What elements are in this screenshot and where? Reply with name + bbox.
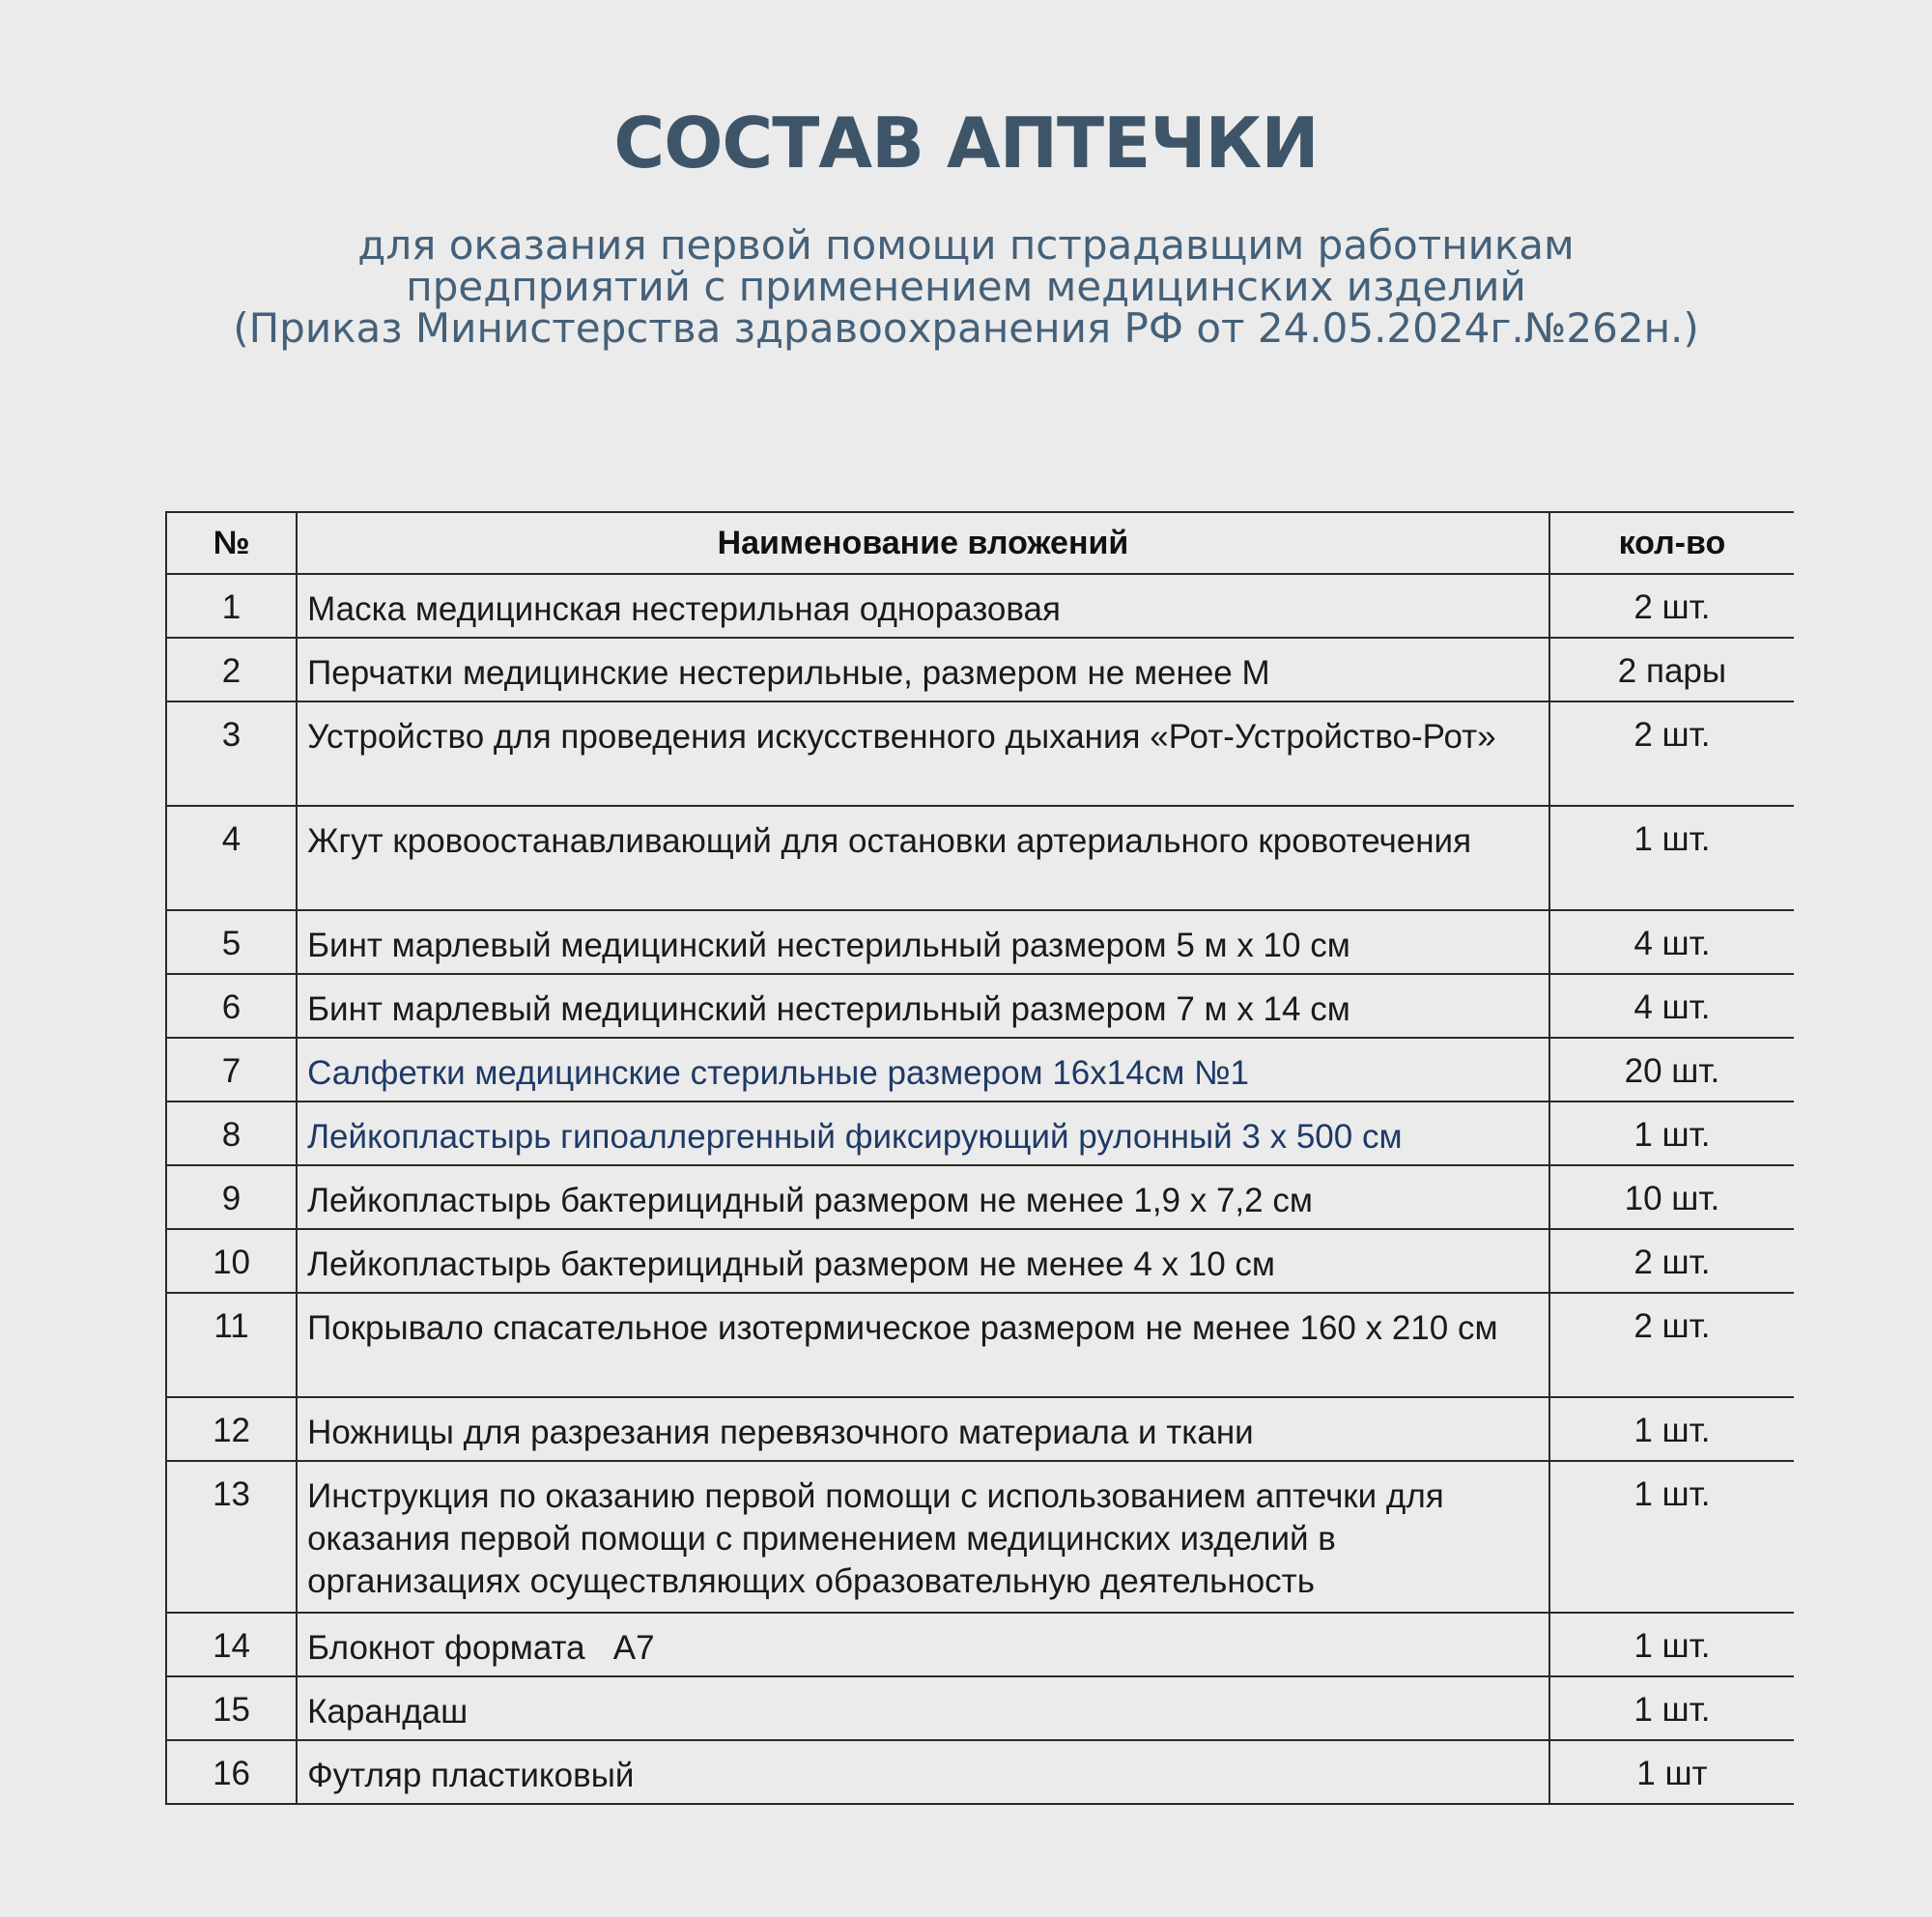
row-quantity: 2 шт. [1549,1229,1794,1293]
table-row [166,806,1794,910]
table-row [166,1229,1794,1293]
row-item-name: Лейкопластырь бактерицидный размером не менее 4 х 10 см [297,1229,1549,1293]
row-quantity: 2 шт. [1549,701,1794,806]
row-item-name: Маска медицинская нестерильная одноразовая [297,574,1549,638]
row-number: 6 [166,974,297,1038]
row-item-name: Лейкопластырь бактерицидный размером не менее 1,9 х 7,2 см [297,1165,1549,1229]
table-row [166,1613,1794,1676]
row-item-name: Ножницы для разрезания перевязочного материала и ткани [297,1397,1549,1461]
table-row [166,1397,1794,1461]
header-quantity: кол-во [1549,512,1794,574]
row-number: 7 [166,1038,297,1102]
row-quantity: 1 шт. [1549,1676,1794,1740]
row-number: 4 [166,806,297,910]
row-number: 9 [166,1165,297,1229]
header-number: № [166,512,297,574]
row-number: 16 [166,1740,297,1804]
row-quantity: 2 шт. [1549,1293,1794,1397]
row-item-name: Инструкция по оказанию первой помощи с использованием аптечки для оказания первой помощи с применением медицинских изделий в организациях осуществляющих образовательную деятельность [297,1461,1549,1613]
row-item-name: Лейкопластырь гипоаллергенный фиксирующий рулонный 3 х 500 см [297,1102,1549,1165]
row-quantity: 1 шт. [1549,1461,1794,1613]
row-quantity: 2 пары [1549,638,1794,701]
table-row [166,1740,1794,1804]
subtitle [0,221,1932,352]
row-item-name: Блокнот формата А7 [297,1613,1549,1676]
header-name: Наименование вложений [297,512,1549,574]
row-number: 2 [166,638,297,701]
table-row [166,1102,1794,1165]
table-row [166,910,1794,974]
row-quantity: 1 шт. [1549,806,1794,910]
subtitle-line-2: предприятий с применением медицинских изделий [406,263,1526,310]
row-item-name: Бинт марлевый медицинский нестерильный размером 5 м х 10 см [297,910,1549,974]
table-row [166,701,1794,806]
row-item-name: Жгут кровоостанавливающий для остановки артериального кровотечения [297,806,1549,910]
row-item-name: Бинт марлевый медицинский нестерильный размером 7 м х 14 см [297,974,1549,1038]
row-number: 3 [166,701,297,806]
row-number: 15 [166,1676,297,1740]
row-quantity: 1 шт [1549,1740,1794,1804]
table-row [166,638,1794,701]
row-number: 1 [166,574,297,638]
row-quantity: 4 шт. [1549,910,1794,974]
table-row [166,1676,1794,1740]
row-item-name: Футляр пластиковый [297,1740,1549,1804]
row-number: 10 [166,1229,297,1293]
row-item-name: Карандаш [297,1676,1549,1740]
row-quantity: 10 шт. [1549,1165,1794,1229]
row-number: 12 [166,1397,297,1461]
row-quantity: 1 шт. [1549,1613,1794,1676]
page-title: СОСТАВ АПТЕЧКИ [613,102,1319,184]
first-aid-kit-table [165,511,1794,1805]
table-row [166,1165,1794,1229]
row-number: 13 [166,1461,297,1613]
row-number: 5 [166,910,297,974]
row-item-name: Устройство для проведения искусственного дыхания «Рот-Устройство-Рот» [297,701,1549,806]
row-item-name: Перчатки медицинские нестерильные, размером не менее М [297,638,1549,701]
row-item-name: Салфетки медицинские стерильные размером 16х14см №1 [297,1038,1549,1102]
row-quantity: 4 шт. [1549,974,1794,1038]
table-header-row [166,512,1794,574]
row-quantity: 1 шт. [1549,1102,1794,1165]
row-item-name: Покрывало спасательное изотермическое размером не менее 160 х 210 см [297,1293,1549,1397]
table-row [166,1461,1794,1613]
row-quantity: 2 шт. [1549,574,1794,638]
row-quantity: 1 шт. [1549,1397,1794,1461]
table-row [166,574,1794,638]
row-number: 11 [166,1293,297,1397]
subtitle-line-3: (Приказ Министерства здравоохранения РФ от 24.05.2024г.№262н.) [233,304,1699,352]
row-number: 14 [166,1613,297,1676]
row-number: 8 [166,1102,297,1165]
table-row [166,1038,1794,1102]
table-row [166,1293,1794,1397]
row-quantity: 20 шт. [1549,1038,1794,1102]
table-row [166,974,1794,1038]
subtitle-line-1: для оказания первой помощи пстрадавщим работникам [357,221,1575,269]
